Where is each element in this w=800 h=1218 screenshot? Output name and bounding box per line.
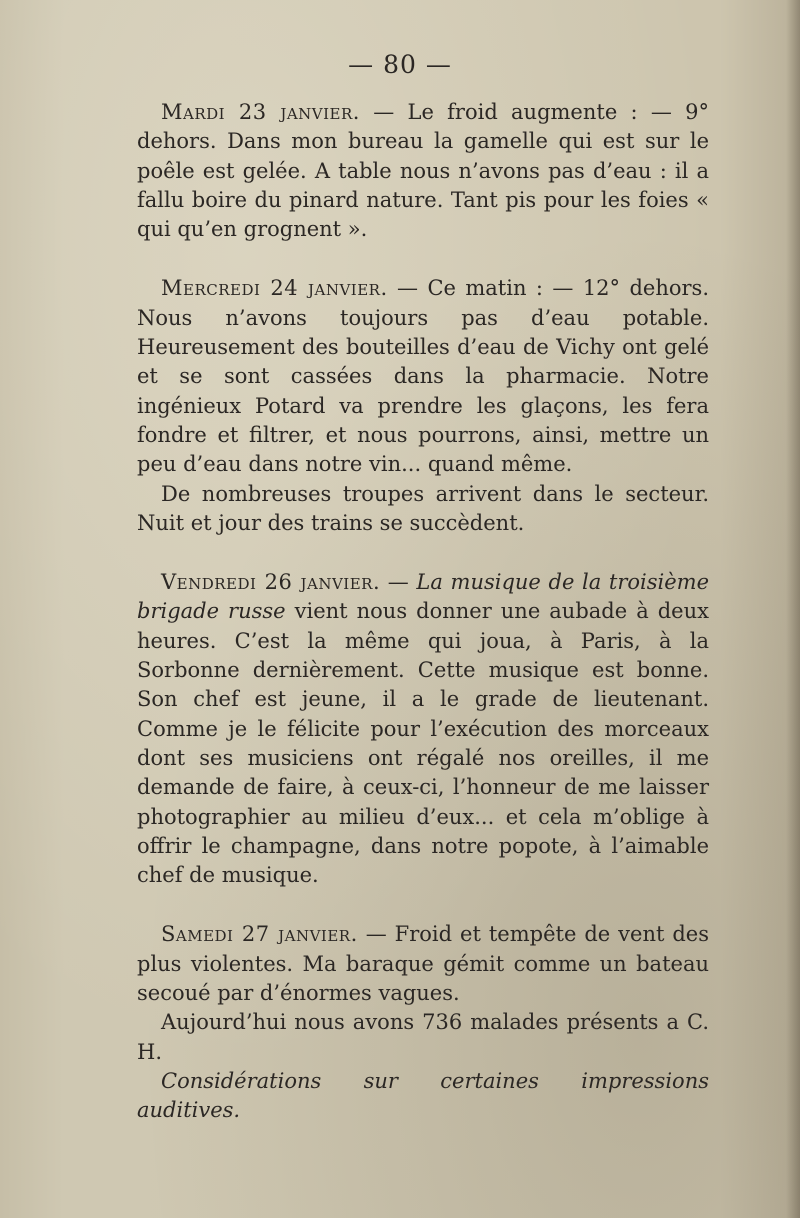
diary-entry-samedi-27 [137,920,709,1125]
entry-text-3: Considérations sur certaines impressions auditives. [137,1068,709,1123]
entry-italic-text: La musique de la troisième brigade russe [137,570,709,624]
entry-paragraph [137,274,709,479]
entry-paragraph [137,98,709,244]
diary-entry-vendredi-26 [137,568,709,890]
entry-text-2: Aujourd’hui nous avons 736 malades présents a C. H. [137,1010,709,1064]
page-text [137,98,709,1126]
entry-date: Mardi 23 janvier. [161,100,360,124]
page-edge-shadow [786,0,800,1218]
entry-paragraph [137,920,709,1008]
entry-section-heading [137,1067,709,1126]
entry-text-2: De nombreuses troupes arrivent dans le secteur. Nuit et jour des trains se succèdent. [137,481,709,535]
entry-text: — Le froid augmente : — 9° dehors. Dans mon bureau la gamelle qui est sur le poêle est gelée. A table nous n’avons pas d’eau : il a fallu boire du pinard nature. Tant pis pour les foies « qui qu’en grognent ». [137,100,709,242]
entry-date: Vendredi 26 janvier. [161,570,381,595]
entry-text: — Froid et tempête de vent des plus violentes. Ma baraque gémit comme un bateau secoué par d’énormes vagues. [137,922,710,1006]
entry-paragraph-2 [137,1008,709,1067]
entry-paragraph-2 [137,480,709,539]
page-number: — 80 — [348,50,452,79]
diary-entry-mardi-23 [137,98,709,244]
entry-text: vient nous donner une aubade à deux heures. C’est la même qui joua, à Paris, à la Sorbonne dernièrement. Cette musique est bonne. Son chef est jeune, il a le grade de lieutenant. Comme je le félicite pour l’exécution des morceaux dont ses musiciens ont régalé nos oreilles, il me demande de faire, à ceux-ci, l’honneur de me laisser photographier au milieu d’eux... et cela m’oblige à offrir le champagne, dans notre popote, à l’aimable chef de musique. [137,599,709,888]
entry-paragraph [137,568,709,890]
entry-date: Samedi 27 janvier. [161,922,358,947]
entry-text-dash: — [380,570,417,595]
diary-entry-mercredi-24 [137,274,709,538]
entry-date: Mercredi 24 janvier. [161,276,388,301]
entry-text: — Ce matin : — 12° dehors. Nous n’avons toujours pas d’eau potable. Heureusement des bouteilles d’eau de Vichy ont gelé et se sont cassées dans la pharmacie. Notre ingénieux Potard va prendre les glaçons, les fera fondre et filtrer, et nous pourrons, ainsi, mettre un peu d’eau dans notre vin... quand même. [137,276,709,477]
